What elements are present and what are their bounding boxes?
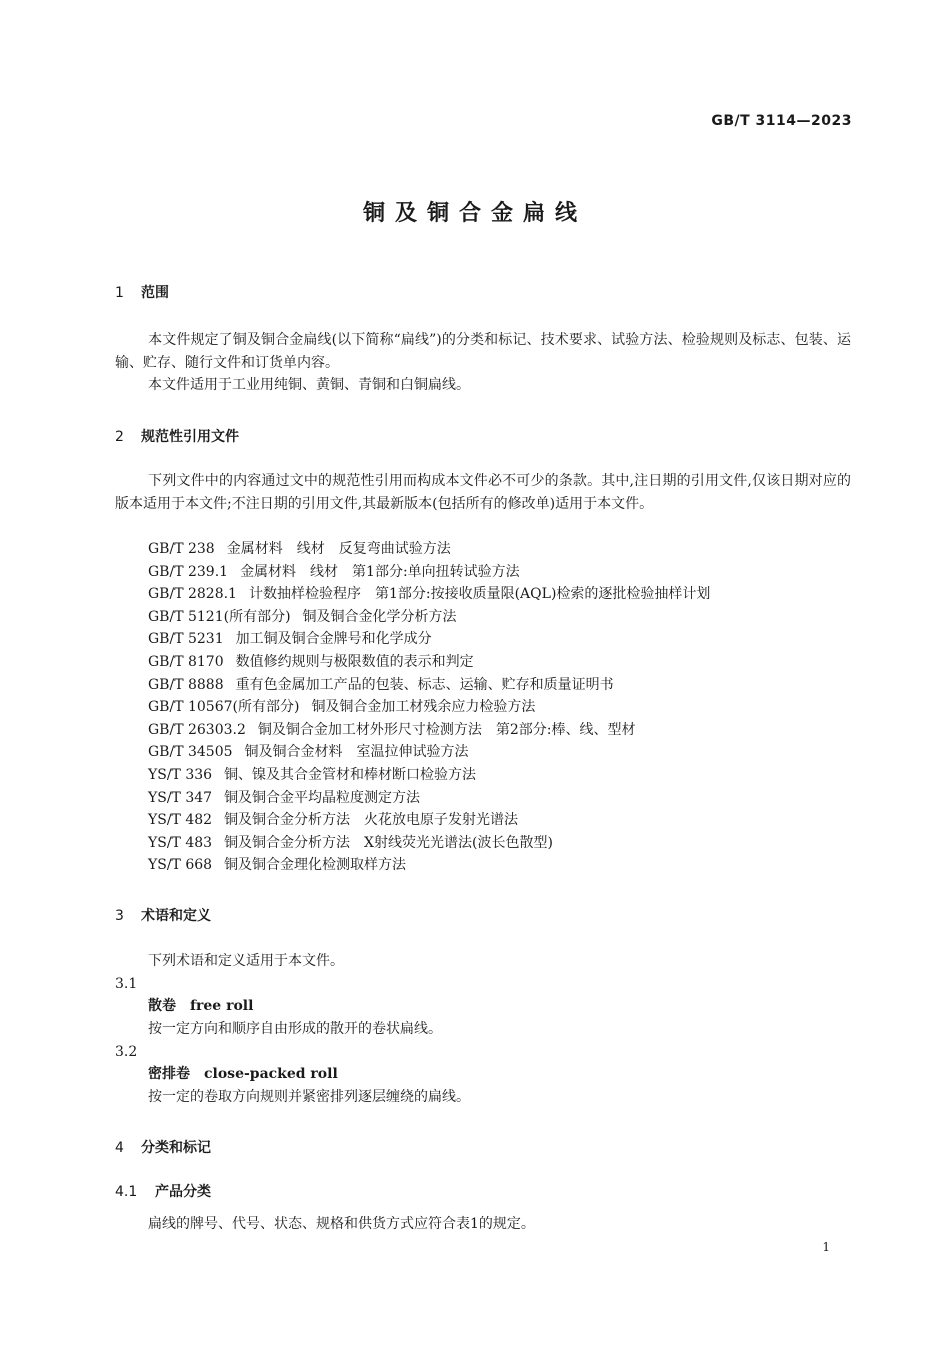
section-2-paragraph-1: 下列文件中的内容通过文中的规范性引用而构成本文件必不可少的条款。其中,注日期的引用文件,仅该日期对应的版本适用于本文件;不注日期的引用文件,其最新版本(包括所有的修改单)适用于本文件。 (115, 473, 851, 512)
section-number: 1 (115, 285, 124, 301)
reference-item: GB/T 2828.1 计数抽样检验程序 第1部分:按接收质量限(AQL)检索的逐批检验抽样计划 (148, 586, 711, 603)
term-number: 3.1 (115, 976, 138, 992)
reference-item: GB/T 5231 加工铜及铜合金牌号和化学成分 (148, 631, 432, 648)
reference-item: GB/T 26303.2 铜及铜合金加工材外形尺寸检测方法 第2部分:棒、线、型材 (148, 721, 636, 738)
reference-item: YS/T 336 铜、镍及其合金管材和棒材断口检验方法 (148, 766, 477, 783)
document-title: 铜及铜合金扁线 (362, 201, 587, 226)
section-title: 规范性引用文件 (141, 429, 239, 445)
term-number: 3.2 (115, 1044, 138, 1060)
section-title: 术语和定义 (141, 908, 211, 924)
section-number: 2 (115, 429, 124, 445)
section-title: 分类和标记 (141, 1140, 211, 1156)
section-3-paragraph-1: 下列术语和定义适用于本文件。 (148, 953, 344, 969)
term-zh: 散卷 (148, 998, 176, 1014)
standard-code: GB/T 3114—2023 (711, 113, 852, 129)
subsection-number: 4.1 (115, 1184, 138, 1200)
section-title: 范围 (141, 285, 169, 301)
section-1-paragraph-1: 本文件规定了铜及铜合金扁线(以下简称“扁线”)的分类和标记、技术要求、试验方法、检验规则及标志、包装、运输、贮存、随行文件和订货单内容。 (115, 332, 851, 371)
reference-item: GB/T 5121(所有部分) 铜及铜合金化学分析方法 (148, 608, 457, 625)
term-definition: 按一定的卷取方向规则并紧密排列逐层缠绕的扁线。 (148, 1089, 470, 1105)
term-entry (148, 1063, 338, 1086)
reference-item: YS/T 347 铜及铜合金平均晶粒度测定方法 (148, 789, 421, 806)
section-2-heading (115, 426, 239, 446)
subsection-4-1-heading (115, 1181, 211, 1201)
section-4-heading (115, 1137, 211, 1157)
term-en: close-packed roll (204, 1066, 338, 1082)
subsection-title: 产品分类 (155, 1184, 211, 1200)
reference-item: GB/T 10567(所有部分) 铜及铜合金加工材残余应力检验方法 (148, 699, 536, 716)
term-en: free roll (190, 998, 254, 1014)
normative-reference-list (148, 538, 710, 877)
reference-item: GB/T 8170 数值修约规则与极限数值的表示和判定 (148, 653, 474, 670)
reference-item: YS/T 668 铜及铜合金理化检测取样方法 (148, 857, 407, 874)
section-3-heading (115, 905, 211, 925)
reference-item: YS/T 482 铜及铜合金分析方法 火花放电原子发射光谱法 (148, 812, 519, 829)
page-number: 1 (822, 1240, 830, 1254)
section-number: 4 (115, 1140, 124, 1156)
reference-item: GB/T 239.1 金属材料 线材 第1部分:单向扭转试验方法 (148, 563, 520, 580)
reference-item: GB/T 8888 重有色金属加工产品的包装、标志、运输、贮存和质量证明书 (148, 676, 614, 693)
reference-item: GB/T 238 金属材料 线材 反复弯曲试验方法 (148, 541, 451, 557)
section-1-paragraph-2: 本文件适用于工业用纯铜、黄铜、青铜和白铜扁线。 (148, 377, 470, 393)
reference-item: GB/T 34505 铜及铜合金材料 室温拉伸试验方法 (148, 744, 469, 761)
term-definition: 按一定方向和顺序自由形成的散开的卷状扁线。 (148, 1021, 442, 1037)
section-1-heading (115, 282, 169, 302)
term-zh: 密排卷 (148, 1066, 190, 1082)
subsection-4-1-paragraph: 扁线的牌号、代号、状态、规格和供货方式应符合表1的规定。 (148, 1216, 535, 1232)
section-number: 3 (115, 908, 124, 924)
term-entry (148, 995, 253, 1018)
reference-item: YS/T 483 铜及铜合金分析方法 X射线荧光光谱法(波长色散型) (148, 834, 553, 851)
